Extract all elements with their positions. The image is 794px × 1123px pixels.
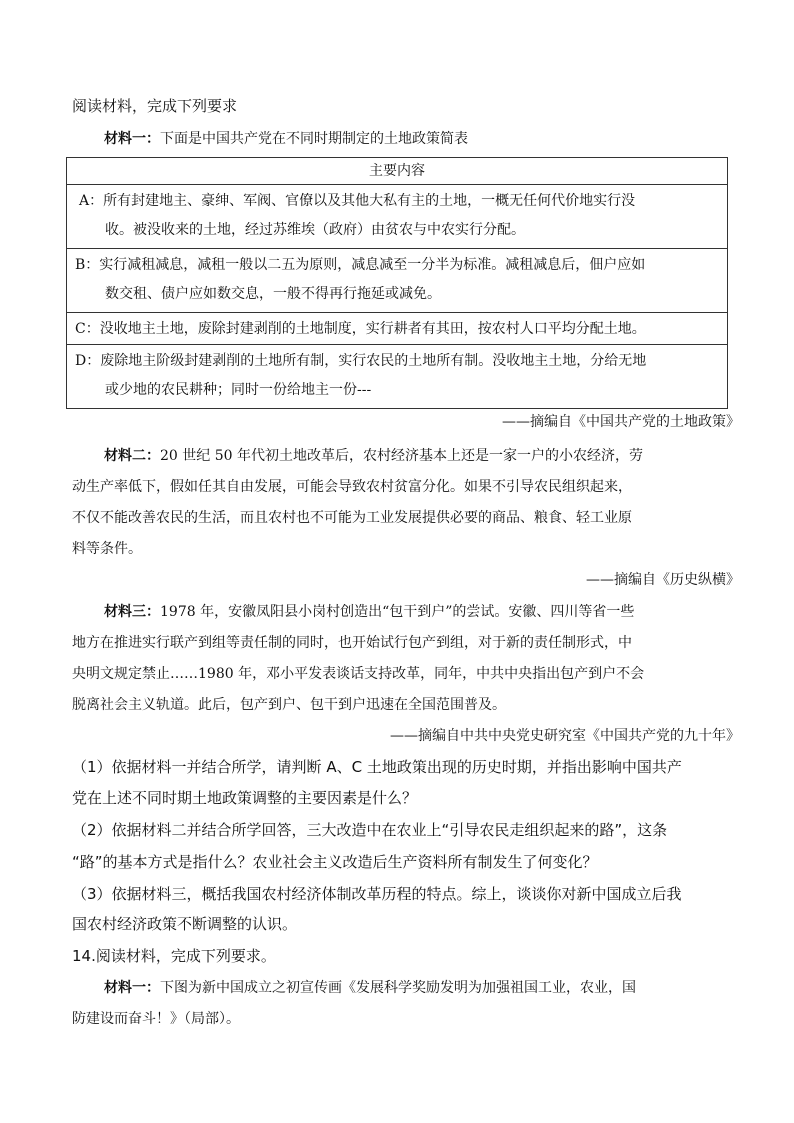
question-1-line-2: 党在上述不同时期土地政策调整的主要因素是什么？ xyxy=(72,789,418,807)
row-c-line-1: C：没收地主土地，废除封建剥削的土地制度，实行耕者有其田，按农村人口平均分配土地。 xyxy=(75,321,646,337)
material-3-source: ——摘编自中共中央党史研究室《中国共产党的九十年》 xyxy=(390,728,740,744)
land-policy-table xyxy=(66,157,728,409)
question-14-title: 14.阅读材料，完成下列要求。 xyxy=(72,947,276,965)
material-3-line-1 xyxy=(104,602,634,622)
q14-material-1-label: 材料一： xyxy=(104,980,160,996)
row-b-line-1: B：实行减租减息，减租一般以二五为原则，减息减至一分半为标准。减租减息后，佃户应如 xyxy=(75,257,646,273)
material-3-label: 材料三： xyxy=(104,604,160,620)
row-b-line-2: 数交租、债户应如数交息，一般不得再行拖延或减免。 xyxy=(105,286,441,302)
material-2-line-2: 动生产率低下，假如任其自由发展，可能会导致农村贫富分化。如果不引导农民组织起来， xyxy=(72,479,632,495)
table-header-row xyxy=(67,158,727,184)
question-1-line-1: （1）依据材料一并结合所学，请判断 A、C 土地政策出现的历史时期，并指出影响中国共产 xyxy=(72,758,682,776)
material-3-line-4: 脱离社会主义轨道。此后，包产到户、包干到户迅速在全国范围普及。 xyxy=(72,697,506,713)
question-2-line-2: “路”的基本方式是指什么？农业社会主义改造后生产资料所有制发生了何变化？ xyxy=(72,853,598,871)
row-d-line-1: D：废除地主阶级封建剥削的土地所有制，实行农民的土地所有制。没收地主土地，分给无地 xyxy=(75,353,647,369)
row-d-line-2: 或少地的农民耕种；同时一份给地主一份--- xyxy=(105,382,372,398)
table-row xyxy=(67,248,727,312)
material-2-line-4: 料等条件。 xyxy=(72,541,142,557)
material-2-source: ——摘编自《历史纵横》 xyxy=(586,572,740,588)
q14-material-1-line-2: 防建设而奋斗！》（局部）。 xyxy=(72,1011,240,1027)
question-3-line-2: 国农村经济政策不断调整的认识。 xyxy=(72,915,298,933)
table-header-cell: 主要内容 xyxy=(369,163,425,179)
question-2-line-1: （2）依据材料二并结合所学回答，三大改造中在农业上“引导农民走组织起来的路”，这条 xyxy=(72,821,668,839)
table-row xyxy=(67,312,727,344)
material-1-text: 下面是中国共产党在不同时期制定的土地政策简表 xyxy=(160,131,468,147)
table-row xyxy=(67,184,727,248)
material-2-label: 材料二： xyxy=(104,448,160,464)
q14-material-1-line-1 xyxy=(104,978,636,998)
row-a-line-1: A：所有封建地主、豪绅、军阀、官僚以及其他大私有主的土地，一概无任何代价地实行没 xyxy=(79,193,636,209)
table-row xyxy=(67,344,727,408)
material-1-source: ——摘编自《中国共产党的土地政策》 xyxy=(502,414,740,430)
q14-material-1-text: 下图为新中国成立之初宣传画《发展科学奖励发明为加强祖国工业，农业，国 xyxy=(160,980,636,996)
material-1-heading xyxy=(104,129,468,149)
material-2-text: 20 世纪 50 年代初土地改革后，农村经济基本上还是一家一户的小农经济，劳 xyxy=(160,448,643,464)
material-2-line-1 xyxy=(104,446,643,466)
material-3-text: 1978 年，安徽凤阳县小岗村创造出“包干到户”的尝试。安徽、四川等省一些 xyxy=(160,604,635,620)
question-3-line-1: （3）依据材料三，概括我国农村经济体制改革历程的特点。综上，谈谈你对新中国成立后我 xyxy=(72,885,682,903)
row-a-line-2: 收。被没收来的土地，经过苏维埃（政府）由贫农与中农实行分配。 xyxy=(105,222,525,238)
material-2-line-3: 不仅不能改善农民的生活，而且农村也不可能为工业发展提供必要的商品、粮食、轻工业原 xyxy=(72,510,632,526)
material-3-line-3: 央明文规定禁止……1980 年，邓小平发表谈话支持改革，同年，中共中央指出包产到户不会 xyxy=(72,666,645,682)
material-1-label: 材料一： xyxy=(104,131,160,147)
intro-instruction: 阅读材料，完成下列要求 xyxy=(72,97,238,115)
material-3-line-2: 地方在推进实行联产到组等责任制的同时，也开始试行包产到组，对于新的责任制形式，中 xyxy=(72,635,632,651)
